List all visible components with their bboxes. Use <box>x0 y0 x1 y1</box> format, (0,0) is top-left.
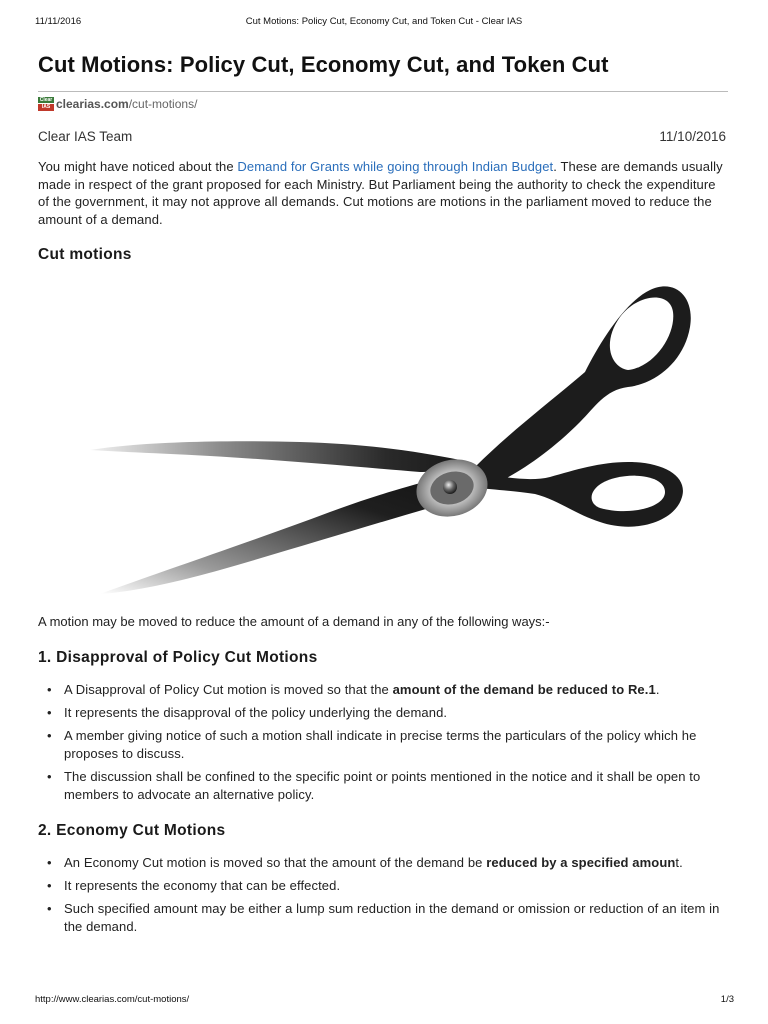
source-path[interactable]: /cut-motions/ <box>128 97 198 111</box>
section-heading-cut-motions: Cut motions <box>38 246 132 263</box>
intro-paragraph: You might have noticed about the Demand for Grants while going through Indian Budget. These are demands usually made in respect of the grant proposed for each Ministry. But Parliament being the authority to check the expenditure of the government, it may not approve all demands. Cut motions are motions in the parliament moved to reduce the amount of a demand. <box>38 159 723 227</box>
list-item: • It represents the disapproval of the policy underlying the demand. <box>47 705 448 720</box>
source-link[interactable] <box>38 97 197 111</box>
source-domain[interactable]: clearias.com <box>56 97 129 111</box>
policy-cut-list <box>38 681 728 809</box>
list-item: • A Disapproval of Policy Cut motion is moved so that the amount of the demand be reduced to Re.1. <box>47 682 660 697</box>
print-url: http://www.clearias.com/cut-motions/ <box>35 994 190 1005</box>
list-item: • It represents the economy that can be effected. <box>47 878 341 893</box>
list-item: • An Economy Cut motion is moved so that the amount of the demand be reduced by a specified amount. <box>47 855 683 870</box>
publish-date: 11/10/2016 <box>659 129 726 144</box>
clearias-logo-icon: Clear IAS <box>39 97 53 110</box>
print-title: Cut Motions: Policy Cut, Economy Cut, and Token Cut - Clear IAS <box>245 16 523 27</box>
article-title: Cut Motions: Policy Cut, Economy Cut, and Token Cut <box>38 52 609 77</box>
scissors-icon <box>80 272 700 602</box>
lead-sentence: A motion may be moved to reduce the amount of a demand in any of the following ways:- <box>38 614 550 629</box>
demand-for-grants-link[interactable]: Demand for Grants while going through Indian Budget <box>237 159 554 174</box>
list-item: • Such specified amount may be either a lump sum reduction in the demand or omission or reduction of an item in the demand. <box>47 901 720 934</box>
list-item: • The discussion shall be confined to the specific point or points mentioned in the notice and it shall be open to members to advocate an alternative policy. <box>47 769 701 802</box>
section-heading-policy-cut: 1. Disapproval of Policy Cut Motions <box>38 649 318 666</box>
scissors-image <box>80 272 700 602</box>
section-heading-economy-cut: 2. Economy Cut Motions <box>38 822 226 839</box>
print-date: 11/11/2016 <box>35 16 82 27</box>
list-item: • A member giving notice of such a motion shall indicate in precise terms the particulars of the policy which he proposes to discuss. <box>47 728 697 761</box>
title-divider <box>38 91 728 92</box>
economy-cut-list <box>38 854 728 941</box>
page-number: 1/3 <box>720 994 734 1005</box>
author: Clear IAS Team <box>38 129 133 144</box>
